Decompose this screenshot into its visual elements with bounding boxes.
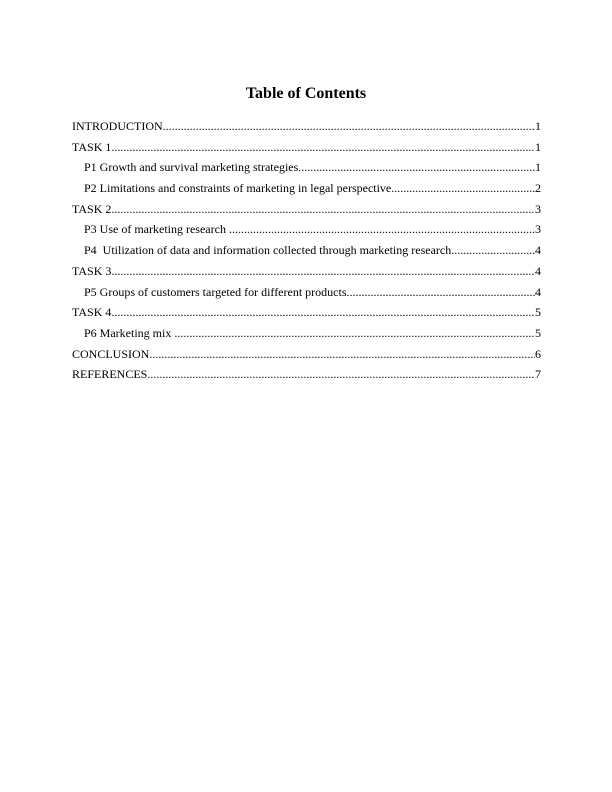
toc-dot-leader bbox=[229, 219, 535, 240]
toc-page-number: 6 bbox=[535, 346, 541, 361]
toc-entry-references[interactable] bbox=[72, 364, 541, 385]
toc-entry-label: INTRODUCTION bbox=[72, 119, 163, 133]
toc-page-number: 3 bbox=[535, 201, 541, 216]
toc-entry-task-1[interactable] bbox=[72, 137, 541, 158]
toc-page-number: 5 bbox=[535, 325, 541, 340]
toc-dot-leader bbox=[111, 302, 535, 323]
toc-page-number: 1 bbox=[535, 139, 541, 154]
toc-entry-p4[interactable] bbox=[72, 240, 541, 261]
toc-page-number: 7 bbox=[535, 367, 541, 382]
toc-entry-label: P4 Utilization of data and information collected through marketing research bbox=[84, 243, 452, 258]
toc-entry-introduction[interactable] bbox=[72, 116, 541, 137]
toc-dot-leader bbox=[163, 116, 535, 137]
toc-dot-leader bbox=[347, 282, 536, 303]
toc-dot-leader bbox=[111, 261, 535, 282]
toc-dot-leader bbox=[298, 157, 535, 178]
toc-page-number: 2 bbox=[535, 181, 541, 196]
toc-entry-p2[interactable] bbox=[72, 178, 541, 199]
toc-page-number: 4 bbox=[535, 263, 541, 278]
toc-title: Table of Contents bbox=[245, 85, 367, 102]
toc-entry-label: P3 Use of marketing research bbox=[84, 222, 229, 237]
toc-dot-leader bbox=[147, 364, 535, 385]
toc-entry-label: TASK 4 bbox=[72, 305, 112, 320]
toc-entry-p3[interactable] bbox=[72, 219, 541, 240]
toc-entry-label: P6 Marketing mix bbox=[84, 325, 175, 340]
toc-entry-task-4[interactable] bbox=[72, 302, 541, 323]
toc-entry-conclusion[interactable] bbox=[72, 344, 541, 365]
toc-page-number: 4 bbox=[535, 284, 541, 299]
toc-entry-p6[interactable] bbox=[72, 323, 541, 344]
toc-entry-label: P1 Growth and survival marketing strategies bbox=[84, 160, 299, 175]
toc-entry-label: P5 Groups of customers targeted for different products bbox=[84, 284, 347, 299]
toc-entry-p5[interactable] bbox=[72, 282, 541, 303]
toc-entry-task-3[interactable] bbox=[72, 261, 541, 282]
toc-dot-leader bbox=[391, 178, 535, 199]
toc-dot-leader bbox=[149, 344, 535, 365]
toc-page-number: 3 bbox=[535, 222, 541, 237]
toc-dot-leader bbox=[111, 199, 535, 220]
toc-list bbox=[72, 116, 541, 385]
toc-entry-task-2[interactable] bbox=[72, 199, 541, 220]
toc-entry-label: CONCLUSION bbox=[72, 346, 150, 361]
toc-dot-leader bbox=[451, 240, 535, 261]
toc-entry-label: TASK 3 bbox=[72, 263, 112, 278]
toc-entry-label: TASK 1 bbox=[72, 139, 112, 154]
toc-dot-leader bbox=[111, 137, 535, 158]
toc-entry-label: REFERENCES bbox=[72, 367, 148, 382]
toc-page-number: 4 bbox=[535, 243, 541, 258]
toc-dot-leader bbox=[174, 323, 535, 344]
toc-page-number: 1 bbox=[535, 119, 541, 133]
toc-page-number: 1 bbox=[535, 160, 541, 175]
toc-entry-p1[interactable] bbox=[72, 157, 541, 178]
toc-entry-label: TASK 2 bbox=[72, 201, 112, 216]
toc-entry-label: P2 Limitations and constraints of marketing in legal perspective bbox=[84, 181, 392, 196]
toc-page-number: 5 bbox=[535, 305, 541, 320]
